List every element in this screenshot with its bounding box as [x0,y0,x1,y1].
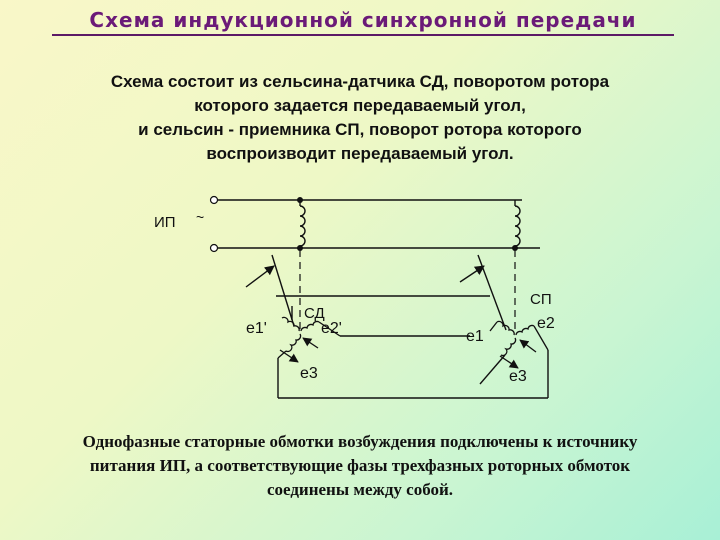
receiver-label: СП [530,291,552,308]
footer-text [20,430,700,502]
footer-line: Однофазные статорные обмотки возбуждения подключены к источнику [82,432,638,451]
sensor-phase-label: e2' [321,320,342,337]
power-supply-lines [218,200,540,248]
receiver-angle-arrow [460,266,484,282]
rotor-axis-lines [300,250,515,330]
receiver-phase-label: e3 [509,368,527,385]
receiver-stator-winding [515,200,520,246]
junction-dot [297,197,303,203]
footer-line: соединены между собой. [266,480,454,499]
intro-line: которого задается передаваемый угол, [194,96,526,115]
intro-line: и сельсин - приемника СП, поворот ротора которого [138,120,582,139]
receiver-rotor-arrow [520,340,536,352]
sensor-phase-label: e1' [246,320,267,337]
sensor-phase-label: e3 [300,365,318,382]
source-terminal [211,245,218,252]
sensor-stator-winding [300,200,305,246]
intro-line: Схема состоит из сельсина-датчика СД, поворотом ротора [110,72,610,91]
sensor-rotor-arrow [303,338,318,348]
receiver-phase-label: e2 [537,315,555,332]
intro-line: воспроизводит передаваемый угол. [206,144,514,163]
source-label: ИП [154,214,176,231]
sensor-label: СД [304,305,325,322]
receiver-phase-label: e1 [466,328,484,345]
sensor-angle-arrow [246,266,274,287]
footer-line: питания ИП, а соответствующие фазы трехфазных роторных обмоток [89,456,631,475]
slide-title: Схема индукционной синхронной передачи [52,8,674,36]
receiver-rotor-shaft [478,255,506,330]
receiver-rotor-arrow [500,356,518,368]
source-terminal [211,197,218,204]
ac-symbol: ~ [196,209,205,225]
sensor-rotor-shaft [272,255,294,326]
